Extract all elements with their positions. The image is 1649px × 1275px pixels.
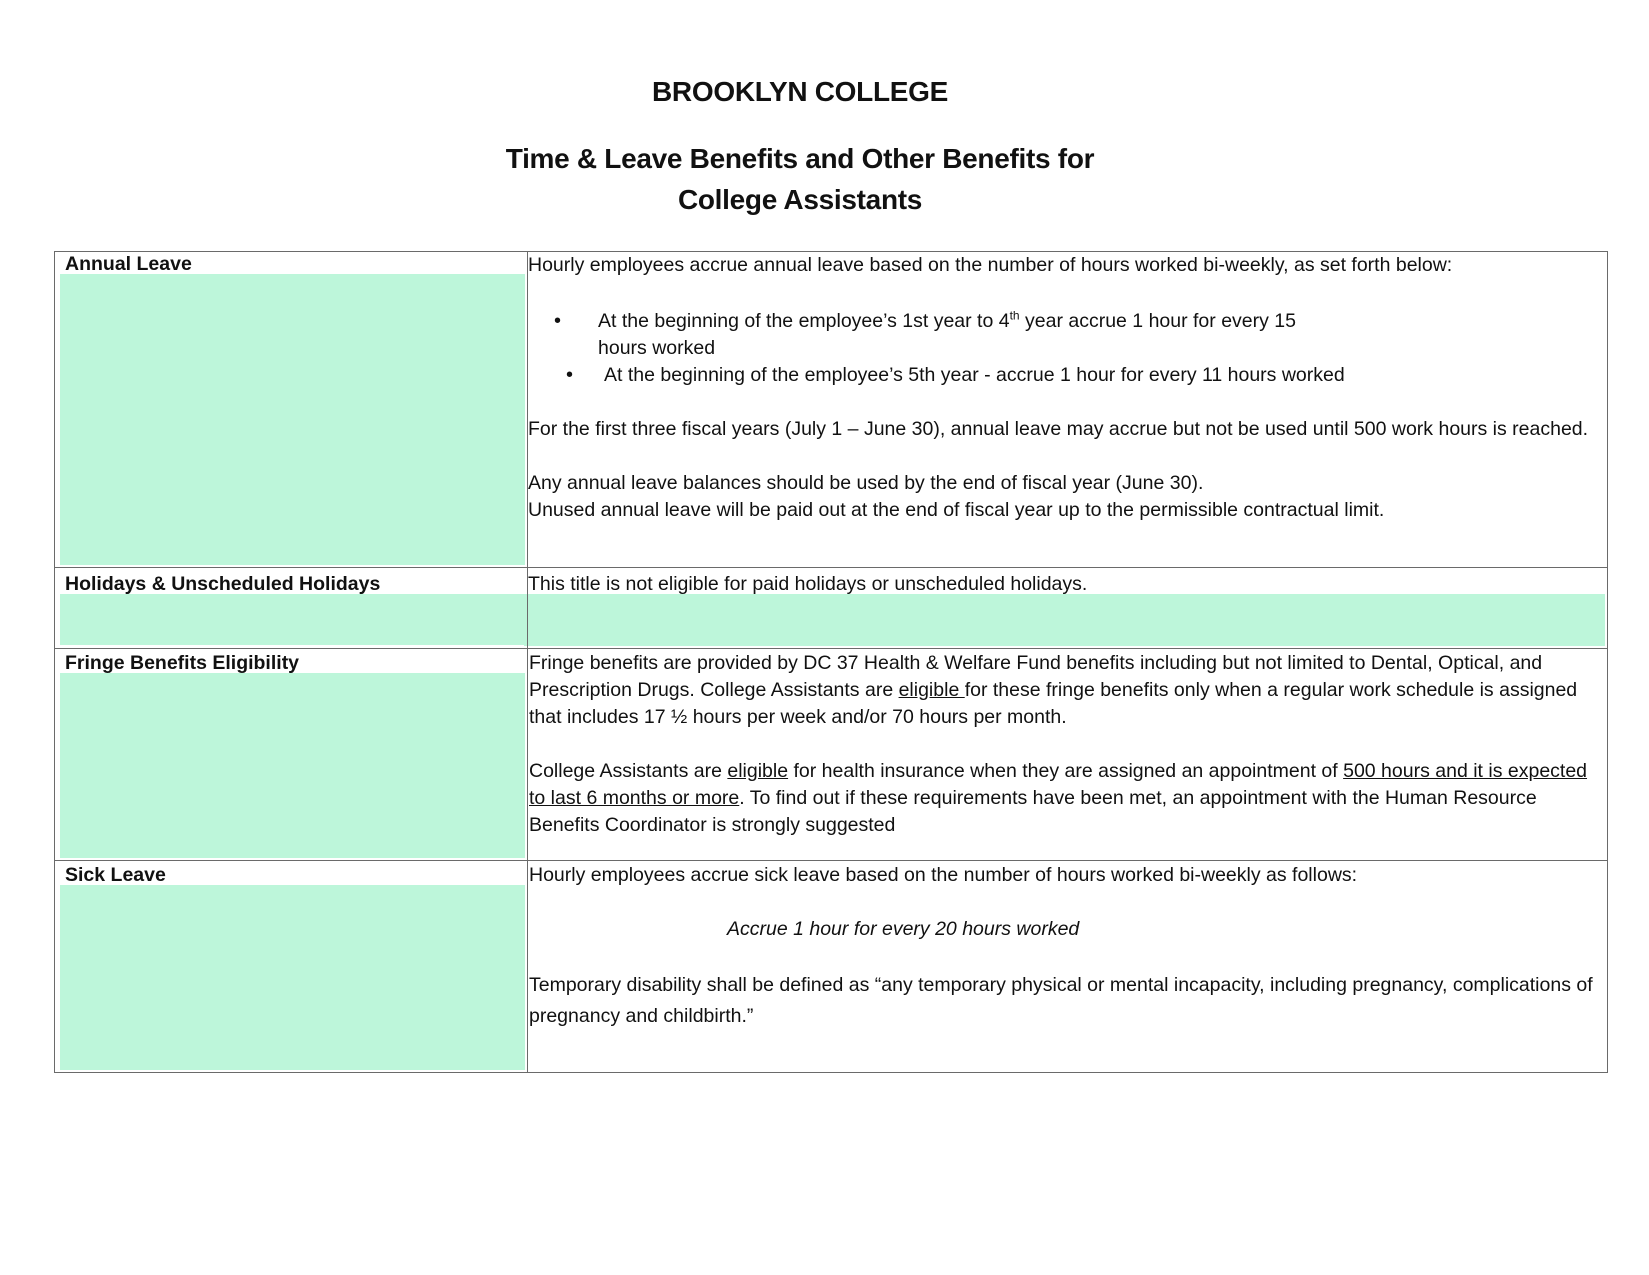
annual-leave-balances-note: Any annual leave balances should be used by the end of fiscal year (June 30). <box>528 472 1204 494</box>
fringe-paragraph-1: Fringe benefits are provided by DC 37 Health & Welfare Fund benefits including but not limited to Dental, Optical, and Prescription Drugs. College Assistants are eligible for these fringe benefits only when a regular work schedule is assigned that includes 17 ½ hours per week and/or 70 hours per month. <box>529 652 1578 728</box>
annual-leave-intro: Hourly employees accrue annual leave based on the number of hours worked bi-weekly, as set forth below: <box>528 254 1453 276</box>
content-cell-annual-leave <box>528 252 1608 568</box>
document-title: Time & Leave Benefits and Other Benefits for <box>505 143 1095 174</box>
holidays-text: This title is not eligible for paid holidays or unscheduled holidays. <box>528 573 1088 594</box>
benefits-table <box>54 251 1608 1073</box>
table-row-sick-leave <box>55 861 1608 1073</box>
sick-leave-disability: Temporary disability shall be defined as “any temporary physical or mental incapacity, including pregnancy, complications of pregnancy and childbirth.” <box>529 974 1593 1027</box>
college-title: BROOKLYN COLLEGE <box>652 76 948 107</box>
label-cell-fringe <box>55 649 528 861</box>
table-row-annual-leave <box>55 252 1608 568</box>
highlight-block <box>60 673 525 858</box>
table-row-fringe-benefits <box>55 649 1608 861</box>
document-subtitle: College Assistants <box>677 184 923 215</box>
bullet-icon: • <box>566 364 574 386</box>
fringe-paragraph-2: College Assistants are eligible for health insurance when they are assigned an appointment of 500 hours and it is expected to last 6 months or more. To find out if these requirements have been met, an appointment with the Human Resource Benefits Coordinator is strongly suggested <box>529 760 1588 836</box>
highlight-block <box>60 885 525 1070</box>
annual-leave-unused-note: Unused annual leave will be paid out at the end of fiscal year up to the permissible contractual limit. <box>528 499 1385 521</box>
label-cell-holidays <box>55 568 528 649</box>
label-cell-annual-leave <box>55 252 528 568</box>
content-cell-sick-leave <box>528 861 1608 1073</box>
content-cell-fringe <box>528 649 1608 861</box>
bullet-icon: • <box>554 310 562 332</box>
annual-leave-fiscal-note: For the first three fiscal years (July 1 – June 30), annual leave may accrue but not be used until 500 work hours is reached. <box>528 418 1589 440</box>
row-label-sick-leave: Sick Leave <box>65 864 166 885</box>
sick-leave-intro: Hourly employees accrue sick leave based on the number of hours worked bi-weekly as follows: <box>529 864 1358 886</box>
list-item: • At the beginning of the employee’s 5th year - accrue 1 hour for every 11 hours worked <box>528 362 1607 389</box>
row-label-fringe: Fringe Benefits Eligibility <box>65 652 300 673</box>
content-cell-holidays <box>528 568 1608 649</box>
highlight-block <box>524 594 1605 646</box>
sick-leave-accrual: Accrue 1 hour for every 20 hours worked <box>727 918 1080 940</box>
row-label-holidays: Holidays & Unscheduled Holidays <box>65 573 381 594</box>
row-label-annual-leave: Annual Leave <box>65 253 192 274</box>
highlight-block <box>60 274 525 565</box>
highlight-block <box>60 594 525 645</box>
table-row-holidays <box>55 568 1608 649</box>
list-item: • At the beginning of the employee’s 1st year to 4th year accrue 1 hour for every 15 hours worked <box>528 306 1607 362</box>
bullet1-continuation: hours worked <box>598 337 716 359</box>
label-cell-sick-leave <box>55 861 528 1073</box>
